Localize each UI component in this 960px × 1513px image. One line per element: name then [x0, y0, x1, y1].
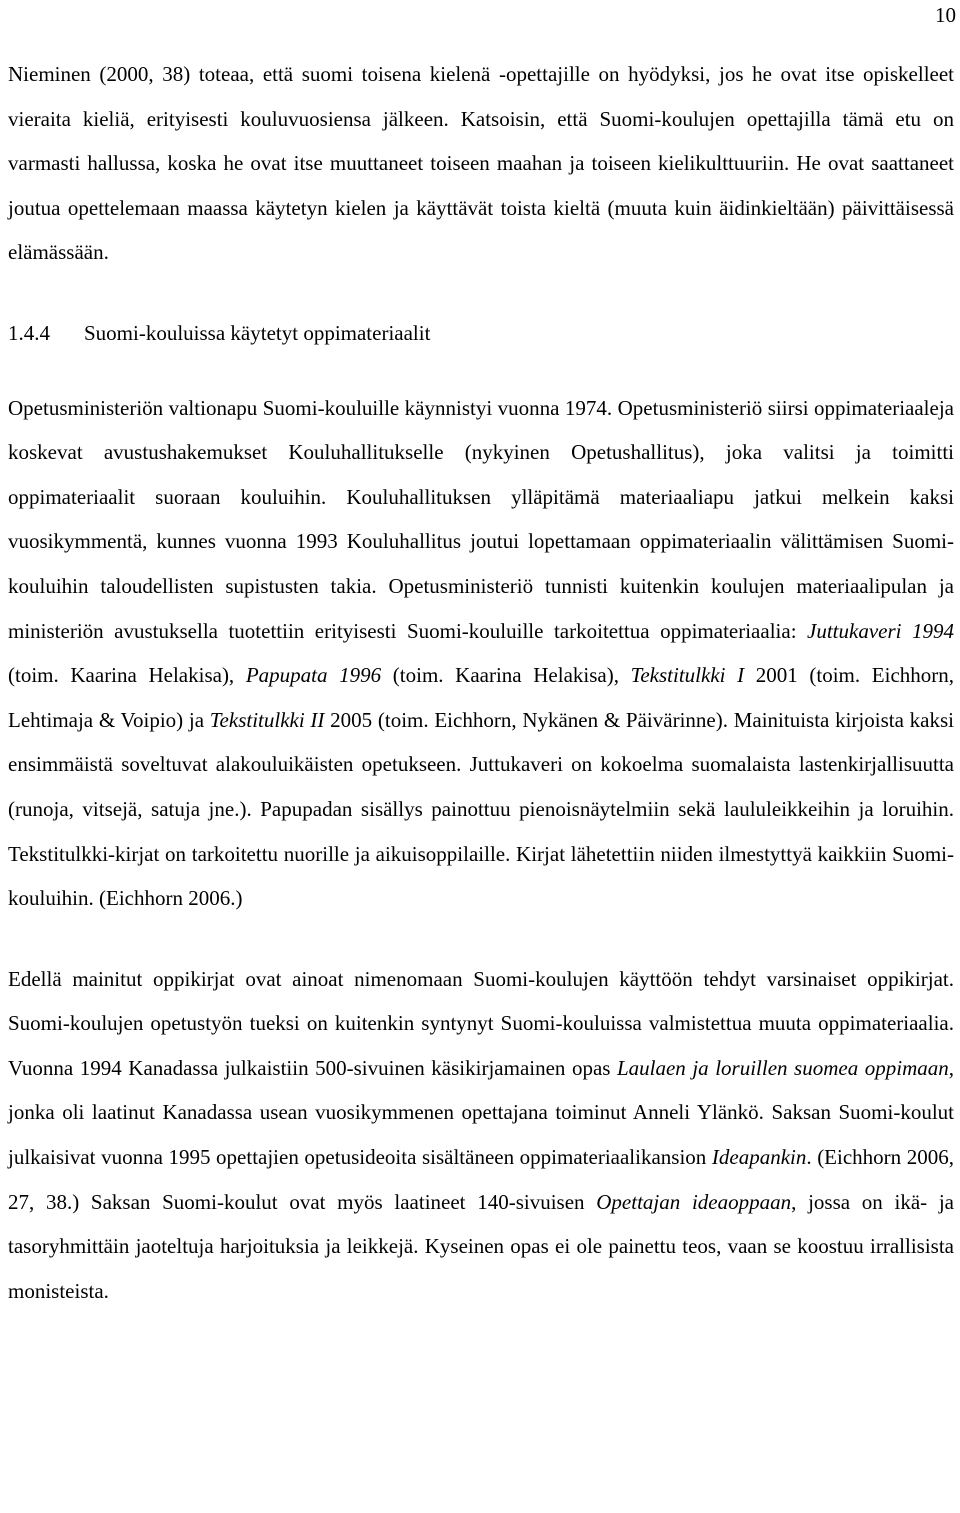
text-run: , jonka oli laatinut Kanadassa usean vuosikymmenen opettajana toiminut Anneli Ylänkö. Saksan Suomi-koulut julkaisivat vuonna 1995 opettajien opetusideoita sisältäneen oppimateriaalikansion — [8, 1055, 954, 1170]
paragraph-other-materials — [8, 957, 954, 1314]
text-run: Opetusministeriön valtionapu Suomi-kouluille käynnistyi vuonna 1974. Opetusministeriö siirsi oppimateriaaleja koskevat avustushakemukset Kouluhallitukselle (nykyinen Opetushallitus), joka valitsi ja toimitti oppimateriaalit suoraan kouluihin. Kouluhallituksen ylläpitämä materiaaliapu jatkui melkein kaksi vuosikymmentä, kunnes vuonna 1993 Kouluhallitus joutui lopettamaan oppimateriaalin välittämisen Suomi-kouluihin taloudellisten supistusten takia. Opetusministeriö tunnisti kuitenkin koulujen materiaalipulan ja ministeriön avustuksella tuotettiin erityisesti Suomi-kouluille tarkoitettua oppimateriaalia: — [8, 395, 954, 643]
text-run: . (Eichhorn 2006, 27, 38.) Saksan Suomi-koulut ovat myös laatineet 140-sivuisen — [8, 1145, 954, 1214]
section-heading — [8, 311, 954, 356]
page-number: 10 — [935, 3, 956, 27]
book-title: Laulaen ja loruillen suomea oppimaan — [616, 1055, 949, 1080]
section-title: Suomi-kouluissa käytetyt oppimateriaalit — [84, 320, 431, 345]
section-number: 1.4.4 — [8, 320, 50, 345]
book-title: Tekstitulkki II — [209, 707, 325, 732]
book-title: Opettajan ideaoppaan — [596, 1189, 792, 1214]
text-run: 2001 (toim. Eichhorn, Lehtimaja & Voipio) ja — [8, 663, 955, 732]
text-run: (toim. Kaarina Helakisa), — [381, 663, 631, 688]
text-run: Edellä mainitut oppikirjat ovat ainoat nimenomaan Suomi-koulujen käyttöön tehdyt varsinaiset oppikirjat. Suomi-koulujen opetustyön tueksi on kuitenkin syntynyt Suomi-kouluissa valmistettua muuta oppimateriaalia. Vuonna 1994 Kanadassa julkaistiin 500-sivuinen käsikirjamainen opas — [8, 966, 954, 1080]
text-run: 2005 (toim. Eichhorn, Nykänen & Päivärinne). Mainituista kirjoista kaksi ensimmäistä soveltuvat alakouluikäisten opetukseen. Juttukaveri on kokoelma suomalaista lastenkirjallisuutta (runoja, vitsejä, satuja jne.). Papupadan sisällys painottuu pienoisnäytelmiin sekä laululeikkeihin ja loruihin. Tekstitulkki-kirjat on tarkoitettu nuorille ja aikuisoppilaille. Kirjat lähetettiin niiden ilmestyttyä kaikkiin Suomi-kouluihin. (Eichhorn 2006.) — [8, 707, 954, 911]
book-title: Papupata 1996 — [245, 663, 382, 688]
text-run: (toim. Kaarina Helakisa), — [8, 663, 246, 688]
paragraph-materials — [8, 386, 954, 921]
book-title: Tekstitulkki I — [630, 663, 745, 688]
document-body — [8, 52, 954, 1313]
book-title: Juttukaveri 1994 — [807, 618, 954, 643]
text-run: , jossa on ikä- ja tasoryhmittäin jaoteltuja harjoituksia ja leikkejä. Kyseinen opas ei ole painettu teos, vaan se koostuu irrallisista monisteista. — [8, 1189, 955, 1303]
paragraph-intro: Nieminen (2000, 38) toteaa, että suomi toisena kielenä -opettajille on hyödyksi, jos he ovat itse opiskelleet vieraita kieliä, erityisesti kouluvuosiensa jälkeen. Katsoisin, että Suomi-koulujen opettajilla tämä etu on varmasti hallussa, koska he ovat itse muuttaneet toiseen maahan ja toiseen kielikulttuuriin. He ovat saattaneet joutua opettelemaan maassa käytetyn kielen ja käyttävät toista kieltä (muuta kuin äidinkieltään) päivittäisessä elämässään. — [8, 62, 954, 265]
book-title: Ideapankin — [711, 1145, 807, 1170]
